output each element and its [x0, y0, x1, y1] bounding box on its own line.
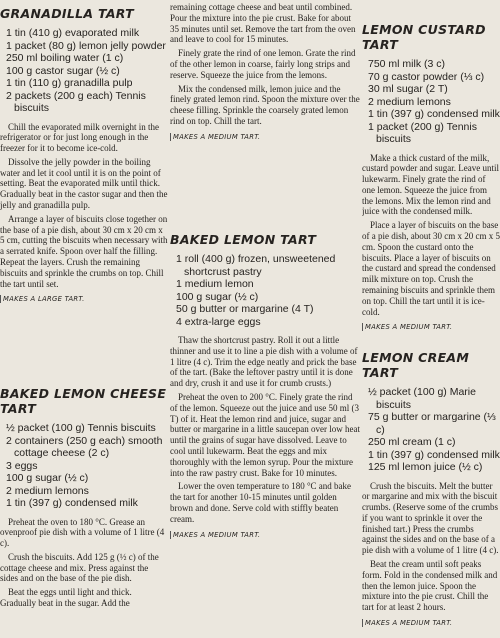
recipe-title: GRANADILLA TART: [0, 6, 134, 21]
ingredient-list: [0, 27, 168, 115]
recipe-baked-lemon-cheese-tart-continued: [170, 2, 360, 141]
ingredient-item: 100 g castor sugar (½ c): [6, 64, 120, 77]
ingredient-item: 70 g castor powder (⅓ c): [368, 70, 485, 83]
ingredient-item: 2 containers (250 g each) smooth cottage cheese (2 c): [6, 434, 163, 459]
yield-note: MAKES A MEDIUM TART.: [362, 619, 500, 627]
ingredient-item: 250 ml boiling water (1 c): [6, 52, 124, 64]
ingredient-item: 1 roll (400 g) frozen, unsweetened shortcrust pastry: [176, 253, 336, 278]
ingredient-item: 2 medium lemons: [368, 95, 451, 108]
yield-note: MAKES A LARGE TART.: [0, 295, 168, 303]
method-paragraph: Preheat the oven to 180 °C. Grease an ovenproof pie dish with a volume of 1 litre (4 c).: [0, 516, 165, 549]
ingredient-item: 100 g sugar (½ c): [6, 472, 89, 484]
column-1: [0, 0, 168, 638]
column-3: [362, 0, 500, 638]
method-paragraph: remaining cottage cheese and beat until combined. Pour the mixture into the pie crust. Bake for about 35 minutes until set. Remove the tart from the oven and leave to cool for 15 minutes.: [170, 2, 356, 45]
ingredient-item: 50 g butter or margarine (4 T): [176, 303, 314, 315]
method-paragraph: Preheat the oven to 200 °C. Finely grate the rind of the lemon. Squeeze out the juice and use 50 ml (3 T) of it. Heat the lemon rind and juice, sugar and butter or margarine in a little saucepan over low heat until the grains of sugar have dissolved. Leave to cool until lukewarm. Beat the eggs and mix thoroughly with the lemon syrup. Pour the mixture into the raw pastry crust. Bake for 10 minutes.: [170, 391, 360, 478]
recipe-lemon-cream-tart: [362, 350, 500, 627]
ingredient-list: [0, 422, 168, 510]
ingredient-item: 1 tin (397 g) condensed milk: [368, 448, 500, 461]
method-text: [362, 481, 500, 614]
method-paragraph: Mix the condensed milk, lemon juice and the finely grated lemon rind. Spoon the mixture over the cheese filling. Sprinkle the coarsely grated lemon rind on top. Chill the tart.: [170, 83, 360, 126]
method-text: [0, 122, 168, 290]
method-paragraph: Finely grate the rind of one lemon. Grate the rind of the other lemon in coarse, fairly long strips and reserve. Squeeze the juice from the lemons.: [170, 48, 356, 80]
method-paragraph: Make a thick custard of the milk, custard powder and sugar. Leave until lukewarm. Finely grate the rind of one lemon. Squeeze the juice from the lemons. Mix the lemon rind and juice with the condensed milk.: [362, 152, 499, 217]
method-text: [170, 335, 360, 525]
ingredient-item: 1 medium lemon: [176, 278, 254, 290]
yield-note: MAKES A MEDIUM TART.: [362, 323, 500, 331]
yield-note: MAKES A MEDIUM TART.: [170, 531, 360, 539]
ingredient-list: [170, 253, 360, 328]
method-paragraph: Crush the biscuits. Melt the butter or margarine and mix with the biscuit crumbs. (Reserve some of the crumbs if you want to sprinkle it over the finished tart.) Press the crumbs against the sides and on the base of a pie dish with a volume of 1 litre (4 c).: [362, 480, 499, 556]
method-text: [362, 153, 500, 318]
ingredient-item: 250 ml cream (1 c): [368, 436, 456, 448]
ingredient-item: 1 tin (410 g) evaporated milk: [6, 27, 140, 39]
ingredient-item: ½ packet (100 g) Tennis biscuits: [6, 422, 156, 434]
ingredient-item: 2 packets (200 g each) Tennis biscuits: [6, 89, 146, 114]
recipe-lemon-custard-tart: [362, 22, 500, 331]
method-text: [170, 2, 360, 127]
recipe-granadilla-tart: [0, 6, 168, 303]
method-paragraph: Thaw the shortcrust pastry. Roll it out a little thinner and use it to line a pie dish with a volume of 1 litre (4 c). Trim the edge neatly and prick the base of the tart. (Bake the leftover pastry until it is done and dry, crush it and use it for crumb crusts.): [170, 335, 358, 389]
recipe-baked-lemon-tart: [170, 232, 360, 539]
ingredient-item: ½ packet (100 g) Marie biscuits: [368, 386, 476, 411]
ingredient-item: 1 packet (200 g) Tennis biscuits: [368, 120, 477, 145]
ingredient-item: 3 eggs: [6, 459, 38, 472]
yield-note: MAKES A MEDIUM TART.: [170, 133, 360, 141]
ingredient-item: 1 tin (397 g) condensed milk: [6, 497, 138, 509]
recipe-baked-lemon-cheese-tart: [0, 386, 168, 612]
recipe-title: LEMON CUSTARD TART: [362, 22, 486, 52]
ingredient-item: 30 ml sugar (2 T): [368, 83, 448, 95]
method-text: [0, 517, 168, 609]
method-paragraph: Arrange a layer of biscuits close together on the base of a pie dish, about 30 cm x 20 cm x 5 cm, cutting the biscuits when necessary with a serrated knife. Spoon over half the filling. Repeat the layers. Crush the remaining biscuits and sprinkle the crumbs on top. Chill the tart until set.: [0, 213, 168, 289]
recipe-title: LEMON CREAM TART: [362, 350, 470, 380]
column-2: [170, 0, 360, 638]
method-paragraph: Crush the biscuits. Add 125 g (½ c) of the cottage cheese and mix. Press against the sides and on the base of the pie dish.: [0, 551, 159, 584]
ingredient-item: 750 ml milk (3 c): [368, 58, 446, 70]
ingredient-item: 75 g butter or margarine (⅓ c): [368, 411, 496, 436]
ingredient-item: 1 tin (110 g) granadilla pulp: [6, 77, 133, 89]
ingredient-list: [362, 386, 500, 474]
method-paragraph: Dissolve the jelly powder in the boiling water and let it cool until it is on the point of setting. Beat the evaporated milk until thick. Gradually beat in the castor sugar and then the jelly and granadilla pulp.: [0, 156, 168, 211]
ingredient-item: 100 g sugar (½ c): [176, 290, 259, 303]
ingredient-item: 1 packet (80 g) lemon jelly powder: [6, 39, 166, 52]
method-paragraph: Place a layer of biscuits on the base of a pie dish, about 30 cm x 20 cm x 5 cm. Spoon the custard onto the biscuits. Place a layer of biscuits on the custard and spread the condensed milk mixture on top. Crush the remaining biscuits and sprinkle them on top. Chill the tart until it is ice-cold.: [362, 220, 500, 317]
method-paragraph: Beat the cream until soft peaks form. Fold in the condensed milk and then the lemon juice. Spoon the mixture into the pie crust. Chill the tart for at least 2 hours.: [362, 559, 498, 613]
method-paragraph: Chill the evaporated milk overnight in the refrigerator or for just long enough in the freezer for it to become ice-cold.: [0, 121, 159, 154]
ingredient-item: 4 extra-large eggs: [176, 315, 261, 328]
ingredient-item: 2 medium lemons: [6, 484, 89, 497]
ingredient-item: 1 tin (397 g) condensed milk: [368, 108, 500, 120]
ingredient-item: 125 ml lemon juice (½ c): [368, 461, 483, 473]
method-paragraph: Beat the eggs until light and thick. Gradually beat in the sugar. Add the: [0, 587, 132, 609]
recipe-title: BAKED LEMON TART: [170, 232, 317, 247]
method-paragraph: Lower the oven temperature to 180 °C and bake the tart for another 10-15 minutes until golden brown and done. Serve cold with stiffly beaten cream.: [170, 481, 352, 524]
ingredient-list: [362, 58, 500, 146]
recipe-title: BAKED LEMON CHEESE TART: [0, 386, 167, 416]
